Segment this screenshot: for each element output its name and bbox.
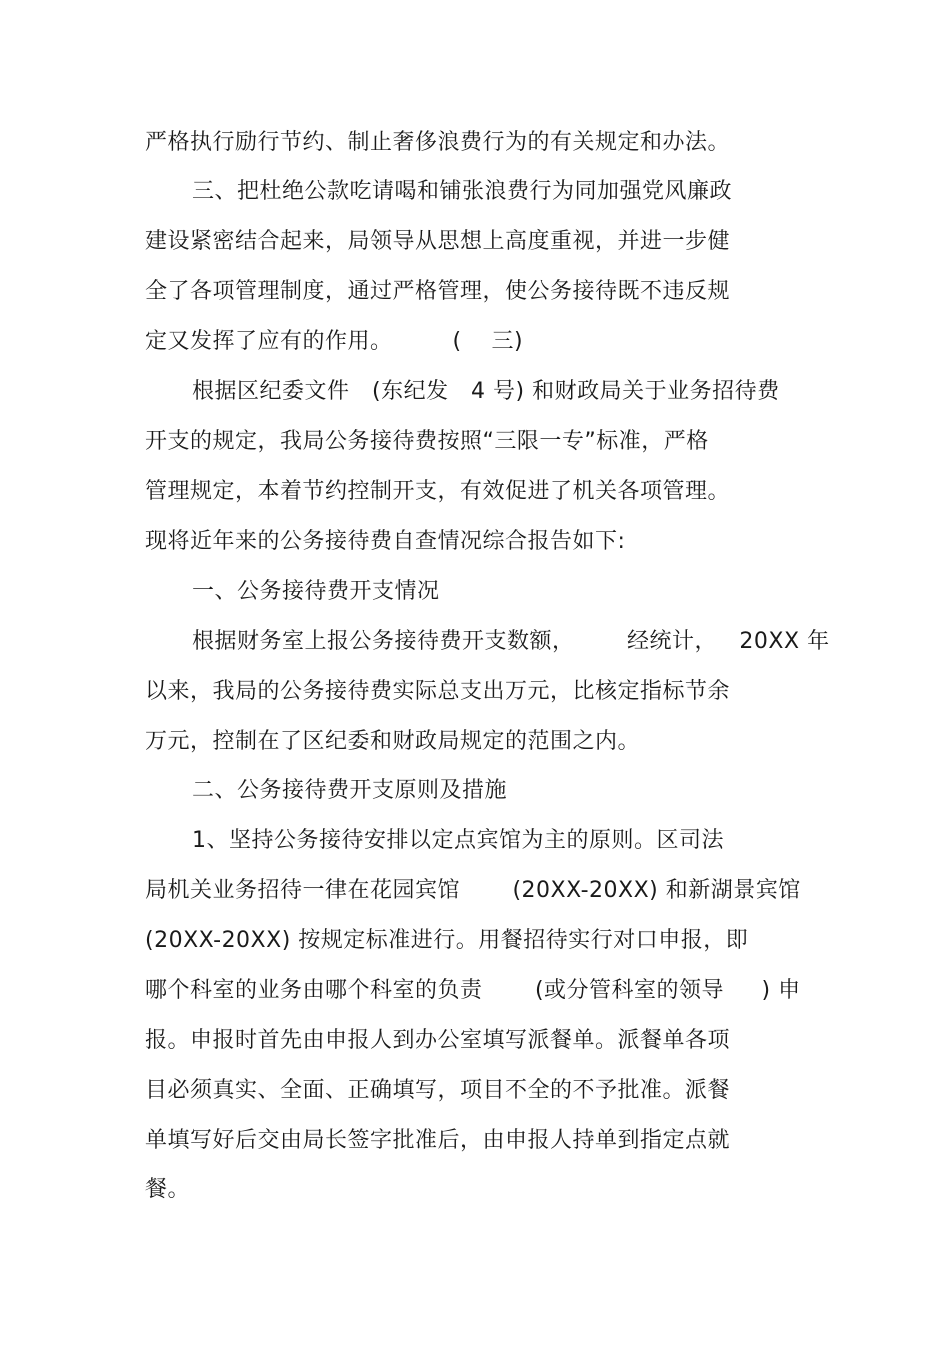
text-line: 定又发挥了应有的作用。 ( 三) <box>145 329 524 354</box>
paragraph-start: 1、坚持公务接待安排以定点宾馆为主的原则。区司法 <box>192 828 724 853</box>
text-line: 报。申报时首先由申报人到办公室填写派餐单。派餐单各项 <box>145 1028 731 1053</box>
paragraph-start: 根据区纪委文件 (东纪发 4 号) 和财政局关于业务招待费 <box>192 379 780 404</box>
text-line: 现将近年来的公务接待费自查情况综合报告如下: <box>145 529 626 554</box>
text-line: 建设紧密结合起来，局领导从思想上高度重视，并进一步健 <box>145 229 731 254</box>
section-heading-1: 一、公务接待费开支情况 <box>192 579 440 604</box>
text-line: 哪个科室的业务由哪个科室的负责 (或分管科室的领导 ) 申 <box>145 978 801 1003</box>
text-line: 餐。 <box>145 1177 191 1202</box>
text-line: 以来，我局的公务接待费实际总支出万元，比核定指标节余 <box>145 679 731 704</box>
text-line: 目必须真实、全面、正确填写，项目不全的不予批准。派餐 <box>145 1078 731 1103</box>
section-heading-3: 三、把杜绝公款吃请喝和铺张浪费行为同加强党风廉政 <box>192 179 733 204</box>
text-line: 单填写好后交由局长签字批准后，由申报人持单到指定点就 <box>145 1128 731 1153</box>
text-line: 万元，控制在了区纪委和财政局规定的范围之内。 <box>145 729 641 754</box>
text-line: 局机关业务招待一律在花园宾馆 (20XX-20XX) 和新湖景宾馆 <box>145 878 801 903</box>
text-line: 开支的规定，我局公务接待费按照“三限一专”标准，严格 <box>145 429 709 454</box>
paragraph-start: 根据财务室上报公务接待费开支数额， 经统计， 20XX 年 <box>192 629 830 654</box>
text-line: 管理规定，本着节约控制开支，有效促进了机关各项管理。 <box>145 479 731 504</box>
text-line: 全了各项管理制度，通过严格管理，使公务接待既不违反规 <box>145 279 731 304</box>
section-heading-2: 二、公务接待费开支原则及措施 <box>192 778 508 803</box>
text-line: (20XX-20XX) 按规定标准进行。用餐招待实行对口申报，即 <box>145 928 749 953</box>
text-line: 严格执行励行节约、制止奢侈浪费行为的有关规定和办法。 <box>145 130 731 155</box>
